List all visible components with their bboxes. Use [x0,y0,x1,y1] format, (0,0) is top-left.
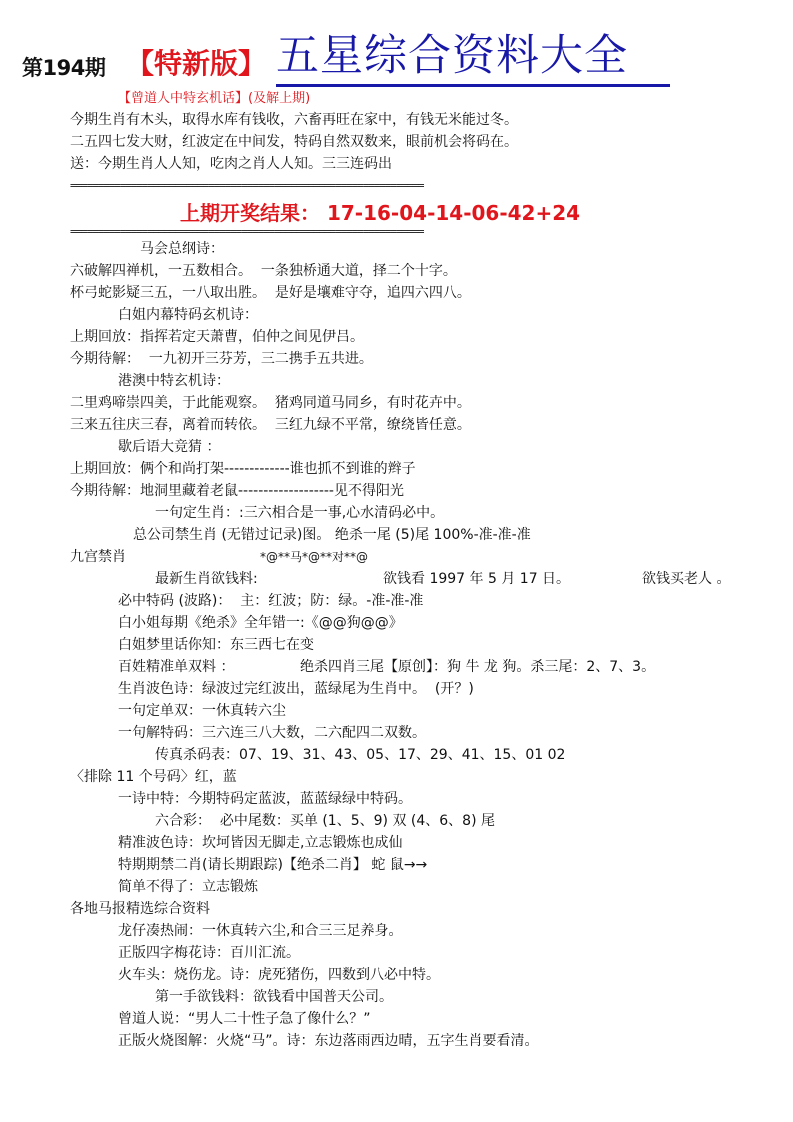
text-line: 总公司禁生肖 (无错过记录)图。 绝杀一尾 (5)尾 100%-准-准-准 [133,527,531,543]
text-line: 〈排除 11 个号码〉红，蓝 [70,769,237,785]
section-heading: 各地马报精选综合资料 [70,901,210,917]
text-line: 上期回放：俩个和尚打架-------------谁也抓不到谁的辫子 [70,461,416,477]
text-line: 六破解四禅机，一五数相合。 一条独桥通大道，择二个十字。 [70,263,457,279]
text-line: 绝杀四肖三尾【原创】：狗 牛 龙 狗。杀三尾：2、7、3。 [300,659,656,675]
edition-label: 【特新版】 [126,47,267,80]
text-line: 一句定生肖：:三六相合是一事,心水清码必中。 [155,505,445,521]
text-line: *@**马*@**对**@ [260,550,369,564]
text-line: 精准波色诗：坎坷皆因无脚走,立志锻炼也成仙 [118,835,403,851]
page-title: 五星综合资料大全 [276,31,628,81]
draw-result-numbers: 17-16-04-14-06-42+24 [326,201,581,225]
text-line: 欲钱看 1997 年 5 月 17 日。 [383,571,571,587]
intro-line: 今期生肖有木头，取得水库有钱收，六畜再旺在家中，有钱无米能过冬。 [70,112,518,128]
separator-line: ================================================================ [70,226,424,238]
text-line: 火车头：烧伤龙。诗：虎死猪伤，四数到八必中特。 [118,967,440,983]
title-underline [276,84,670,87]
text-line: 必中特码 (波路)： 主：红波；防：绿。-准-准-准 [118,593,424,609]
text-line: 曾道人说：“男人二十性子急了像什么？” [118,1011,371,1027]
draw-result [180,200,580,226]
text-line: 一诗中特：今期特码定蓝波，蓝蓝绿绿中特码。 [118,791,412,807]
section-heading: 港澳中特玄机诗： [118,373,230,389]
draw-result-label: 上期开奖结果： [180,201,320,225]
text-line: 一句解特码：三六连三八大数，二六配四二双数。 [118,725,426,741]
text-line: 二里鸡啼崇四美，于此能观察。 猪鸡同道马同乡，有时花卉中。 [70,395,471,411]
text-line: 简单不得了：立志锻炼 [118,879,258,895]
text-line: 特期期禁二肖(请长期跟踪)【绝杀二肖】 蛇 鼠→→ [118,857,428,873]
text-line: 正版四字梅花诗：百川汇流。 [118,945,300,961]
text-line: 今期待解： 一九初开三芬芳，三二携手五共进。 [70,351,373,367]
text-line: 最新生肖欲钱料: [155,571,258,587]
text-line: 传真杀码表：07、19、31、43、05、17、29、41、15、01 02 [155,747,566,763]
text-line: 正版火烧图解：火烧“马”。诗：东边落雨西边晴，五字生肖要看清。 [118,1033,539,1049]
text-line: 一句定单双：一休真转六尘 [118,703,286,719]
text-line: 百姓精准单双料 ： [118,659,235,675]
section-heading: 白姐内幕特码玄机诗： [118,307,258,323]
text-line: 上期回放：指挥若定天萧曹，伯仲之间见伊吕。 [70,329,364,345]
section-heading: 歇后语大竞猜 ： [118,439,221,455]
text-line: 龙仔凑热闹：一休真转六尘,和合三三足养身。 [118,923,403,939]
intro-line: 二五四七发大财，红波定在中间发，特码自然双数来，眼前机会将码在。 [70,134,518,150]
text-line: 生肖波色诗：绿波过完红波出，蓝绿尾为生肖中。 (开？) [118,681,474,697]
text-line: 白姐梦里话你知：东三西七在变 [118,637,314,653]
text-line: 六合彩： 必中尾数：买单 (1、5、9) 双 (4、6、8) 尾 [155,813,495,829]
separator-line: ================================================================ [70,180,424,192]
text-line: 九宫禁肖 [70,549,126,565]
issue-number: 第194期 [22,56,106,80]
intro-line: 送：今期生肖人人知，吃肉之肖人人知。三三连码出 [70,156,392,172]
text-line: 今期待解：地洞里藏着老鼠-------------------见不得阳光 [70,483,404,499]
section-heading: 马会总纲诗： [140,241,224,257]
text-line: 欲钱买老人 。 [642,571,731,587]
text-line: 杯弓蛇影疑三五，一八取出胜。 是好是壤难守夺，追四六四八。 [70,285,471,301]
subtitle: 【曾道人中特玄机话】(及解上期) [118,91,311,106]
text-line: 第一手欲钱料：欲钱看中国普天公司。 [155,989,393,1005]
text-line: 白小姐每期《绝杀》全年错一:《@@狗@@》 [118,615,403,631]
text-line: 三来五往庆三春，离着而转依。 三红九绿不平常，缭绕皆任意。 [70,417,471,433]
